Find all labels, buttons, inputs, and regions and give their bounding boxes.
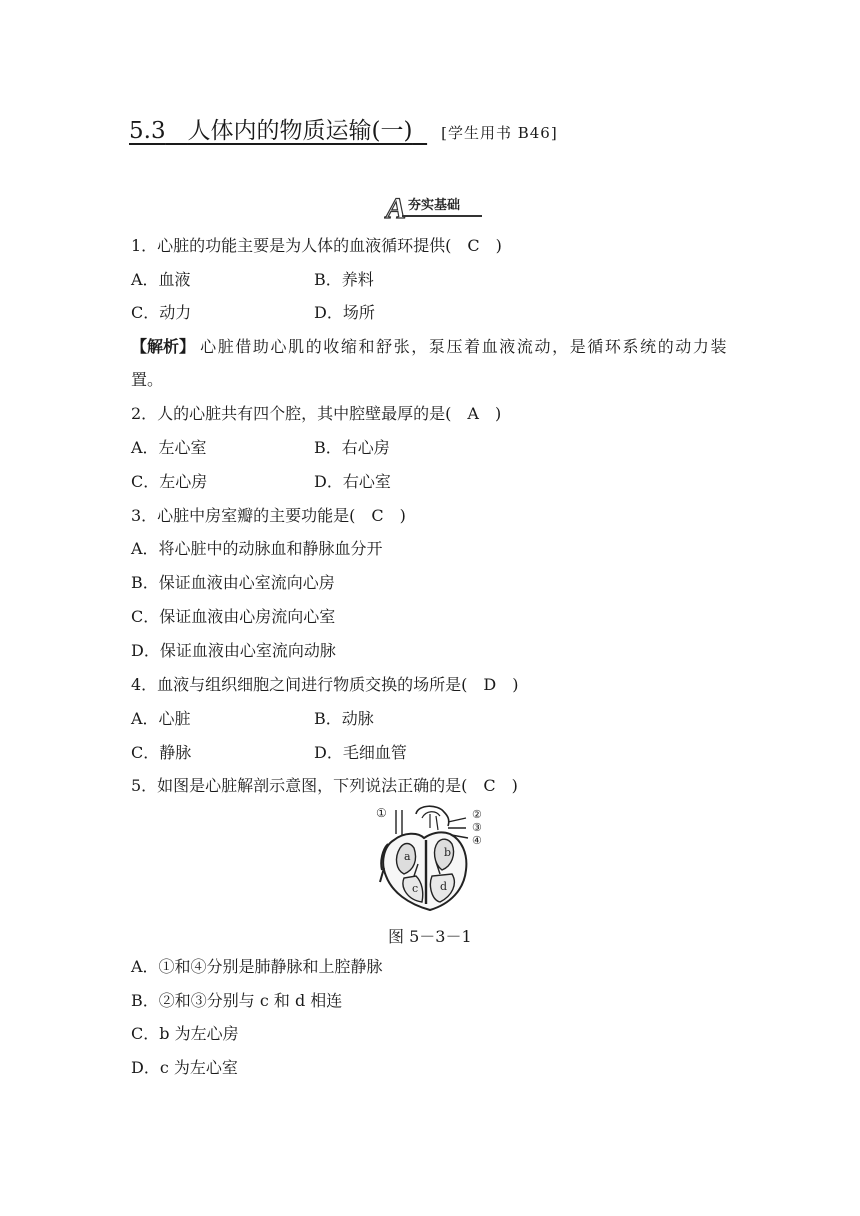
figure-caption: 图 5－3－1 xyxy=(388,927,472,946)
q1-option-a: A．血液 xyxy=(131,270,191,289)
q2-option-a: A．左心室 xyxy=(131,438,207,457)
explanation-tag: 【解析】 xyxy=(131,337,196,356)
label-1: ① xyxy=(376,806,387,820)
q1-option-d: D．场所 xyxy=(314,303,375,322)
q5-option-c: C．b 为左心房 xyxy=(131,1024,239,1043)
section-title xyxy=(129,112,558,145)
heart-diagram xyxy=(374,804,490,914)
q4-stem: 4．血液与组织细胞之间进行物质交换的场所是( D ) xyxy=(131,675,519,694)
label-a: a xyxy=(404,850,411,863)
q3-option-b: B．保证血液由心室流向心房 xyxy=(131,573,335,592)
label-2: ② xyxy=(472,808,482,821)
q2-stem: 2．人的心脏共有四个腔，其中腔壁最厚的是( A ) xyxy=(131,404,502,423)
section-heading: 5.3 人体内的物质运输(一) xyxy=(129,118,413,144)
explanation-text: 心脏借助心肌的收缩和舒张，泵压着血液流动，是循环系统的动力装 xyxy=(200,337,729,356)
q3-option-c: C．保证血液由心房流向心室 xyxy=(131,607,336,626)
label-4: ④ xyxy=(472,834,482,847)
q5-option-a: A．①和④分别是肺静脉和上腔静脉 xyxy=(131,957,383,976)
q1-stem: 1．心脏的功能主要是为人体的血液循环提供( C ) xyxy=(131,236,502,255)
explanation-line-1 xyxy=(131,337,728,357)
banner-letter: A xyxy=(386,192,407,221)
label-3: ③ xyxy=(472,821,482,834)
q4-option-d: D．毛细血管 xyxy=(314,743,407,762)
q3-stem: 3．心脏中房室瓣的主要功能是( C ) xyxy=(131,506,406,525)
q5-option-d: D．c 为左心室 xyxy=(131,1058,238,1077)
q2-option-d: D．右心室 xyxy=(314,472,391,491)
q5-stem: 5．如图是心脏解剖示意图，下列说法正确的是( C ) xyxy=(131,776,518,795)
q3-option-a: A．将心脏中的动脉血和静脉血分开 xyxy=(131,539,383,558)
q3-option-d: D．保证血液由心室流向动脉 xyxy=(131,641,336,660)
q4-option-a: A．心脏 xyxy=(131,709,191,728)
q1-option-b: B．养料 xyxy=(314,270,374,289)
banner-label: 夯实基础 xyxy=(408,198,461,213)
label-d: d xyxy=(440,880,448,893)
label-b: b xyxy=(444,846,452,859)
q1-option-c: C．动力 xyxy=(131,303,192,322)
book-reference: [学生用书 B46] xyxy=(441,124,558,142)
label-c: c xyxy=(412,882,419,895)
q4-option-b: B．动脉 xyxy=(314,709,374,728)
q2-option-b: B．右心房 xyxy=(314,438,390,457)
q4-option-c: C．静脉 xyxy=(131,743,192,762)
q2-option-c: C．左心房 xyxy=(131,472,208,491)
explanation-line-2: 置。 xyxy=(131,370,164,389)
q5-option-b: B．②和③分别与 c 和 d 相连 xyxy=(131,991,343,1010)
section-banner-icon xyxy=(384,191,484,221)
